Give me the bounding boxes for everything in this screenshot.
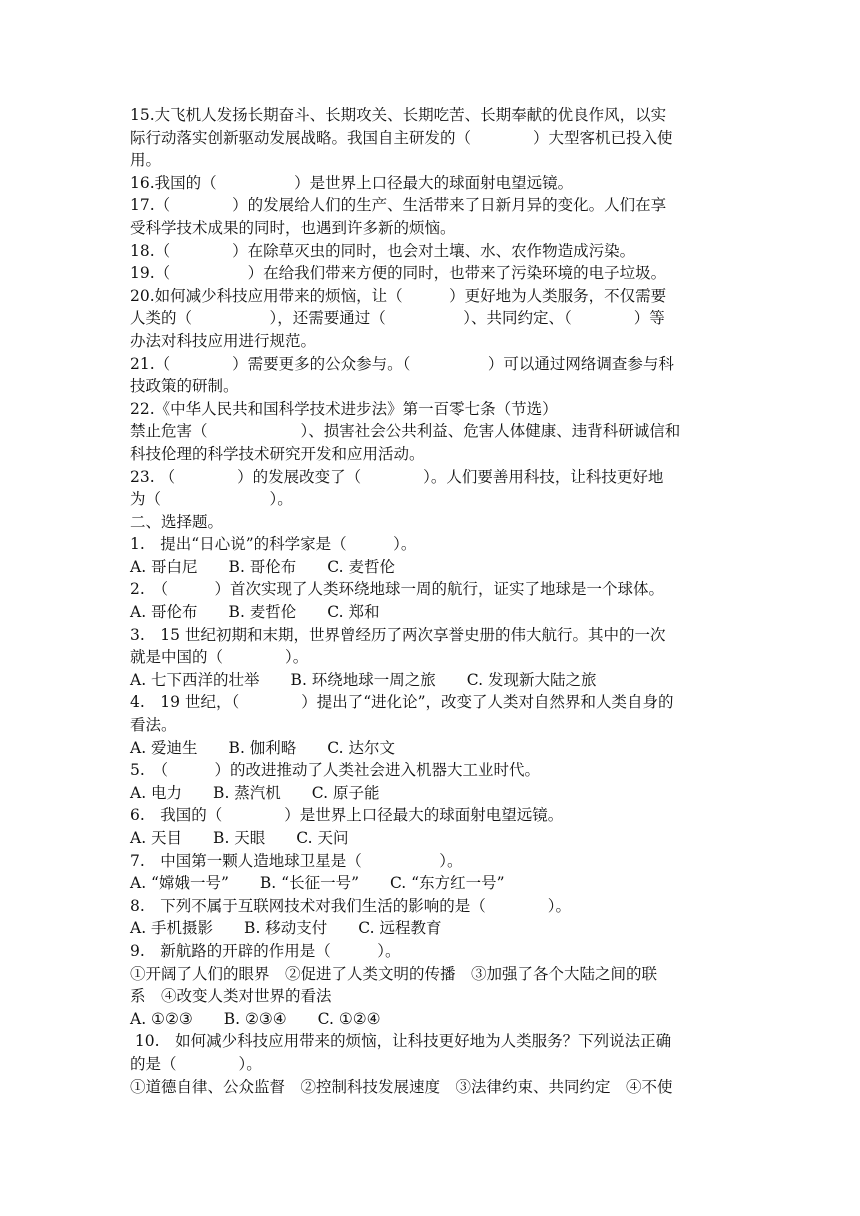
text-line: 5. （ ）的改进推动了人类社会进入机器大工业时代。: [130, 761, 541, 780]
text-line: 就是中国的（ ）。: [130, 648, 309, 667]
text-line: 的是（ ）。: [130, 1054, 262, 1073]
text-line: ①开阔了人们的眼界 ②促进了人类文明的传播 ③加强了各个大陆之间的联: [130, 964, 658, 983]
text-line: 二、选择题。: [130, 512, 224, 531]
text-line: 受科学技术成果的同时，也遇到许多新的烦恼。: [130, 218, 456, 237]
text-line: A. 七下西洋的壮举 B. 环绕地球一周之旅 C. 发现新大陆之旅: [130, 670, 597, 689]
text-line: 禁止危害（ ）、损害社会公共利益、危害人体健康、违背科研诚信和: [130, 422, 681, 441]
text-line: 18.（ ）在除草灭虫的同时，也会对土壤、水、农作物造成污染。: [130, 241, 636, 260]
text-line: 技政策的研制。: [130, 377, 239, 396]
text-line: A. 哥白尼 B. 哥伦布 C. 麦哲伦: [130, 557, 395, 576]
text-line: 21.（ ）需要更多的公众参与。（ ）可以通过网络调查参与科: [130, 354, 674, 373]
document-page: [130, 104, 730, 1098]
text-line: 6. 我国的（ ）是世界上口径最大的球面射电望远镜。: [130, 806, 564, 825]
text-line: 7. 中国第一颗人造地球卫星是（ ）。: [130, 851, 463, 870]
text-line: 科技伦理的科学技术研究开发和应用活动。: [130, 444, 425, 463]
text-line: A. “嫦娥一号” B. “长征一号” C. “东方红一号”: [130, 874, 505, 893]
text-line: A. 天目 B. 天眼 C. 天问: [130, 829, 349, 847]
text-line: A. 爱迪生 B. 伽利略 C. 达尔文: [130, 738, 395, 757]
text-line: 15.大飞机人发扬长期奋斗、长期攻关、长期吃苦、长期奉献的优良作风，以实: [130, 106, 667, 124]
text-line: 看法。: [130, 716, 177, 735]
text-line: 16.我国的（ ）是世界上口径最大的球面射电望远镜。: [130, 173, 574, 192]
text-line: 际行动落实创新驱动发展战略。我国自主研发的（ ）大型客机已投入使: [130, 128, 673, 147]
text-line: 17.（ ）的发展给人们的生产、生活带来了日新月异的变化。人们在享: [130, 196, 667, 215]
text-line: ①道德自律、公众监督 ②控制科技发展速度 ③法律约束、共同约定 ④不使: [130, 1077, 673, 1096]
text-line: 10. 如何减少科技应用带来的烦恼，让科技更好地为人类服务？下列说法正确: [130, 1032, 672, 1051]
text-line: 办法对科技应用进行规范。: [130, 331, 317, 350]
text-line: A. 电力 B. 蒸汽机 C. 原子能: [130, 783, 380, 802]
text-line: A. 手机摄影 B. 移动支付 C. 远程教育: [130, 919, 442, 938]
text-line: 为（ ）。: [130, 490, 293, 509]
text-line: A. ①②③ B. ②③④ C. ①②④: [130, 1009, 381, 1028]
text-line: 1. 提出“日心说”的科学家是（ ）。: [130, 535, 417, 554]
text-line: 19.（ ）在给我们带来方便的同时，也带来了污染环境的电子垃圾。: [130, 264, 667, 283]
text-line: 人类的（ ），还需要通过（ ）、共同约定、（ ）等: [130, 309, 665, 328]
text-line: 9. 新航路的开辟的作用是（ ）。: [130, 941, 401, 960]
text-line: 用。: [130, 151, 162, 170]
text-line: 20.如何减少科技应用带来的烦恼，让（ ）更好地为人类服务，不仅需要: [130, 286, 667, 305]
text-line: 系 ④改变人类对世界的看法: [130, 987, 332, 1006]
text-line: A. 哥伦布 B. 麦哲伦 C. 郑和: [130, 603, 380, 622]
text-line: 8. 下列不属于互联网技术对我们生活的影响的是（ ）。: [130, 896, 572, 915]
text-line: 3. 15 世纪初期和末期，世界曾经历了两次享誉史册的伟大航行。其中的一次: [130, 625, 666, 644]
text-line: 22.《中华人民共和国科学技术进步法》第一百零七条（节选）: [130, 399, 558, 418]
text-line: 23. （ ）的发展改变了（ ）。人们要善用科技，让科技更好地: [130, 467, 664, 486]
text-line: 4. 19 世纪，（ ）提出了“进化论”，改变了人类对自然界和人类自身的: [130, 693, 674, 712]
text-line: 2. （ ）首次实现了人类环绕地球一周的航行，证实了地球是一个球体。: [130, 580, 665, 599]
